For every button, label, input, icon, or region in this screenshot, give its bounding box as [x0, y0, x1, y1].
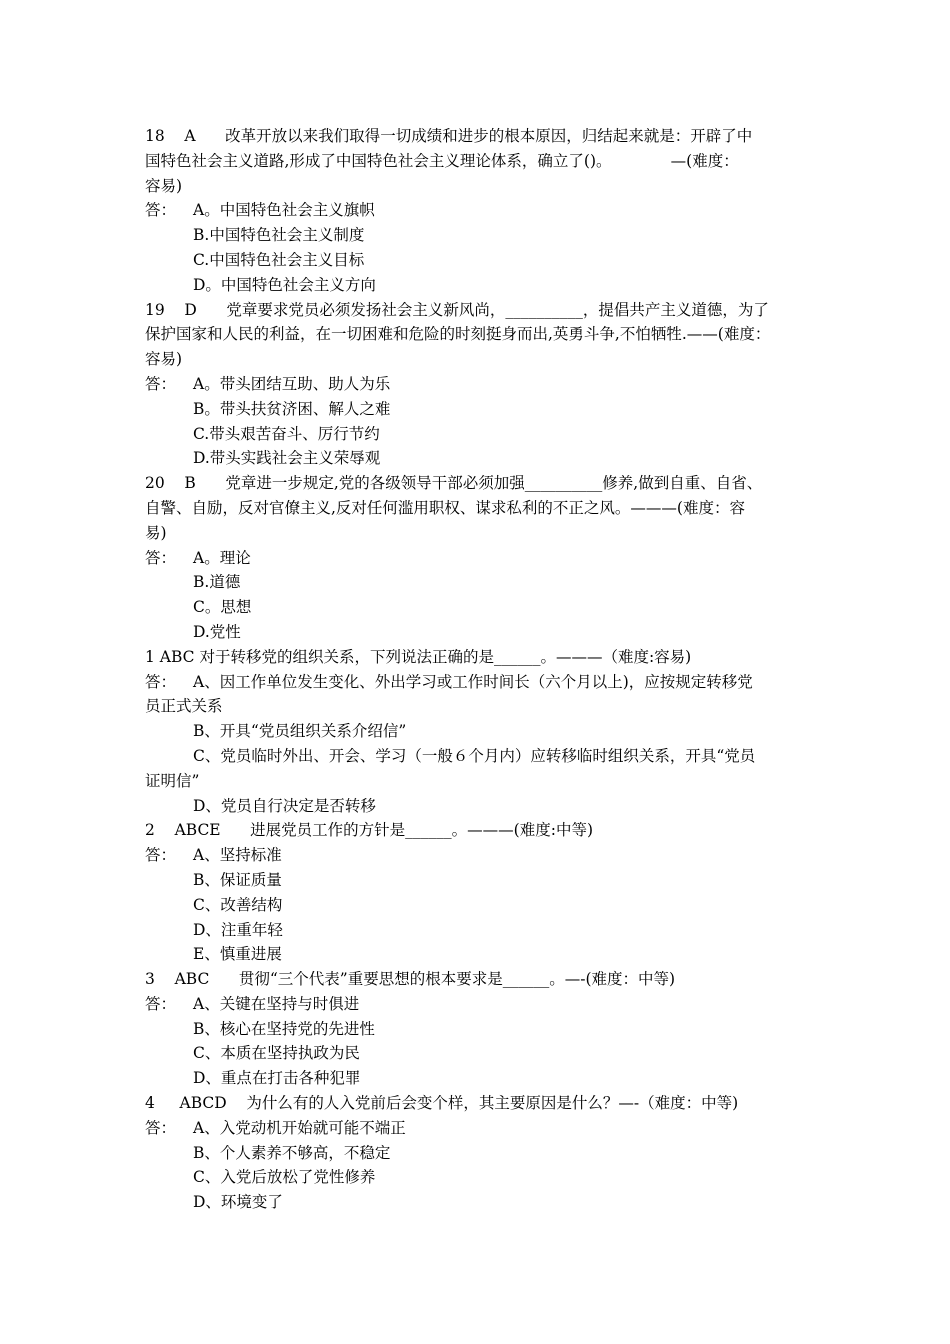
option: B。带头扶贫济困、解人之难 [193, 399, 391, 418]
question-2 [145, 818, 825, 967]
answer-row [145, 992, 825, 1017]
option: A、因工作单位发生变化、外出学习或工作时间长（六个月以上)，应按规定转移党 [193, 672, 753, 691]
answer-label: 答： [145, 672, 177, 691]
question-text: 1 ABC 对于转移党的组织关系，下列说法正确的是______。———（难度:容易) [145, 647, 692, 666]
question-text: 保护国家和人民的利益，在一切困难和危险的时刻挺身而出,英勇斗争,不怕牺牲.——(难度： [145, 325, 771, 344]
option-continuation: 员正式关系 [145, 697, 223, 716]
option: D、重点在打击各种犯罪 [193, 1069, 361, 1088]
question-text: 19 D 党章要求党员必须发扬社会主义新风尚，__________，提倡共产主义道德，为了 [145, 300, 769, 319]
option: A、坚持标准 [193, 846, 282, 865]
option-continuation: 证明信” [145, 771, 200, 790]
answer-label: 答： [145, 1118, 177, 1137]
option: A、入党动机开始就可能不端正 [193, 1118, 406, 1137]
question-text: 4 ABCD 为什么有的人入党前后会变个样，其主要原因是什么？—-（难度：中等) [145, 1094, 739, 1113]
answer-label: 答： [145, 201, 177, 220]
answer-row [145, 372, 825, 397]
question-text: 2 ABCE 进展党员工作的方针是______。———(难度:中等) [145, 821, 593, 840]
question-text: 3 ABC 贯彻“三个代表”重要思想的根本要求是______。—-(难度：中等) [145, 970, 676, 989]
question-18 [145, 124, 825, 298]
option: A。带头团结互助、助人为乐 [193, 374, 391, 393]
question-text: 18 A 改革开放以来我们取得一切成绩和进步的根本原因，归结起来就是：开辟了中 [145, 127, 753, 145]
question-list [145, 124, 825, 1215]
option: C、入党后放松了党性修养 [193, 1168, 376, 1187]
answer-row [145, 670, 825, 695]
option: A。中国特色社会主义旗帜 [193, 201, 375, 220]
answer-label: 答： [145, 548, 177, 567]
option: C、本质在坚持执政为民 [193, 1044, 360, 1063]
question-text: 20 B 党章进一步规定,党的各级领导干部必须加强__________修养,做到自重、自省、 [145, 474, 763, 493]
option: B、个人素养不够高，不稳定 [193, 1143, 391, 1162]
option: E、慎重进展 [193, 945, 282, 964]
answer-row [145, 1116, 825, 1141]
option: B、开具“党员组织关系介绍信” [193, 722, 407, 741]
question-1 [145, 645, 825, 819]
question-20 [145, 471, 825, 645]
option: C.带头艰苦奋斗、厉行节约 [193, 424, 380, 443]
question-4 [145, 1091, 825, 1215]
question-text: 容易) [145, 350, 183, 369]
option: C.中国特色社会主义目标 [193, 250, 365, 269]
question-text: 容易) [145, 176, 183, 195]
question-text: 易) [145, 523, 167, 542]
question-19 [145, 298, 825, 472]
option: D、注重年轻 [193, 920, 283, 939]
question-3 [145, 967, 825, 1091]
option: D、环境变了 [193, 1193, 283, 1212]
option: D。中国特色社会主义方向 [193, 275, 376, 294]
option: D.带头实践社会主义荣辱观 [193, 449, 381, 468]
option: D、党员自行决定是否转移 [193, 796, 376, 815]
option: C、党员临时外出、开会、学习（一般６个月内）应转移临时组织关系，开具“党员 [193, 746, 756, 765]
option: C。思想 [193, 598, 252, 617]
answer-row [145, 843, 825, 868]
option: B、核心在坚持党的先进性 [193, 1019, 375, 1038]
answer-row [145, 198, 825, 223]
answer-label: 答： [145, 846, 177, 865]
answer-label: 答： [145, 374, 177, 393]
option: A。理论 [193, 548, 251, 567]
option: D.党性 [193, 622, 241, 641]
option: B、保证质量 [193, 870, 282, 889]
option: A、关键在坚持与时俱进 [193, 994, 360, 1013]
question-text: 自警、自励，反对官僚主义,反对任何滥用职权、谋求私利的不正之风。———(难度：容 [145, 498, 745, 517]
question-text: 国特色社会主义道路,形成了中国特色社会主义理论体系，确立了()。 —(难度： [145, 151, 739, 170]
option: B.中国特色社会主义制度 [193, 226, 365, 245]
answer-row [145, 546, 825, 571]
option: C、改善结构 [193, 895, 283, 914]
option: B.道德 [193, 573, 241, 592]
answer-label: 答： [145, 994, 177, 1013]
